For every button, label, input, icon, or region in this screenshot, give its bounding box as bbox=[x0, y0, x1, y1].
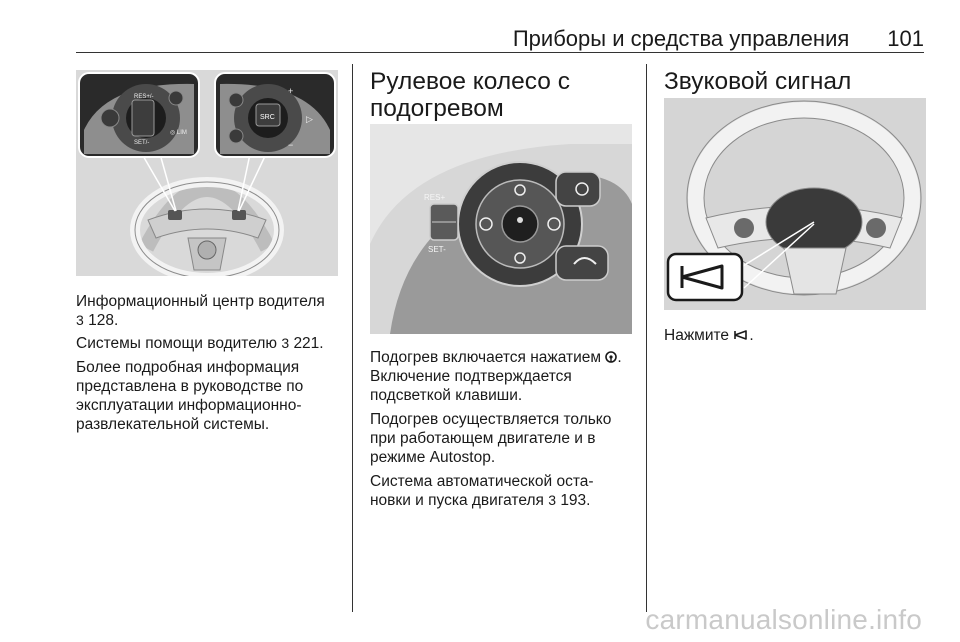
heated-wheel-icon bbox=[605, 351, 617, 363]
res-plus-label: RES+ bbox=[424, 193, 446, 202]
header-rule bbox=[76, 52, 924, 53]
page-ref-icon: 3 bbox=[76, 312, 84, 328]
set-minus-label: SET- bbox=[428, 245, 446, 254]
text-line: Нажмите bbox=[664, 327, 730, 344]
text-line: при работающем двигателе и в bbox=[370, 430, 596, 447]
paragraph-heating-on: Подогрев включается нажатием . Включение подтверждается подсветкой клавиши. bbox=[370, 349, 622, 404]
horn-icon bbox=[733, 329, 749, 341]
paragraph-autostop bbox=[370, 472, 640, 510]
paragraph-press-horn: Нажмите . bbox=[664, 327, 754, 344]
paragraph-info-center bbox=[76, 292, 346, 330]
page-title: Приборы и средства управления bbox=[512, 26, 850, 51]
page-number: 101 bbox=[887, 26, 924, 51]
page-ref-icon: 3 bbox=[548, 492, 556, 508]
steering-controls-figure bbox=[76, 70, 338, 276]
res-label: RES+/- bbox=[134, 94, 154, 100]
info-center-text: Информационный центр водителя bbox=[76, 293, 325, 310]
text-line: Более подробная информация bbox=[76, 359, 300, 376]
text-line: Подогрев включается нажатием bbox=[370, 349, 602, 366]
driver-assist-text: Системы помощи водителю bbox=[76, 335, 278, 352]
text-line: представлена в руководстве по bbox=[76, 378, 304, 395]
volume-plus-label: + bbox=[288, 86, 294, 96]
page-ref-link[interactable]: 221. bbox=[293, 335, 324, 352]
horn-illustration bbox=[664, 98, 926, 310]
text-line: новки и пуска двигателя bbox=[370, 492, 544, 509]
text-line: Система автоматической оста- bbox=[370, 473, 594, 490]
set-label: SET/- bbox=[134, 140, 150, 146]
page-ref-link[interactable]: 128. bbox=[88, 312, 119, 329]
horn-figure bbox=[664, 98, 926, 310]
heading-line: Рулевое колесо с bbox=[370, 68, 570, 95]
page-ref-icon: 3 bbox=[281, 335, 290, 351]
text-line: режиме Autostop. bbox=[370, 449, 496, 466]
column-divider bbox=[646, 64, 647, 612]
heading-line: подогревом bbox=[370, 95, 504, 122]
text-line: подсветкой клавиши. bbox=[370, 387, 523, 404]
text-line: развлекательной системы. bbox=[76, 416, 270, 433]
lim-label: ◎ LIM bbox=[170, 130, 187, 136]
watermark: carmanualsonline.info bbox=[645, 604, 922, 635]
paragraph-driver-assist bbox=[76, 334, 346, 353]
text-line: эксплуатации информационно- bbox=[76, 397, 302, 414]
column-divider bbox=[352, 64, 353, 612]
steering-controls-illustration bbox=[76, 70, 338, 276]
heated-wheel-heading bbox=[370, 68, 570, 122]
heated-wheel-illustration bbox=[370, 124, 632, 334]
volume-minus-label: − bbox=[288, 140, 294, 150]
page-ref-link[interactable]: 193. bbox=[560, 492, 591, 509]
page-header bbox=[76, 22, 924, 52]
text-line: Подогрев осуществляется только bbox=[370, 411, 612, 428]
text-line: Включение подтверждается bbox=[370, 368, 572, 385]
heated-wheel-figure bbox=[370, 124, 632, 334]
paragraph-heating-condition bbox=[370, 410, 640, 467]
paragraph-more-info bbox=[76, 358, 346, 434]
next-label: ▷ bbox=[306, 114, 313, 124]
horn-heading: Звуковой сигнал bbox=[664, 68, 852, 95]
src-label: SRC bbox=[260, 114, 275, 121]
